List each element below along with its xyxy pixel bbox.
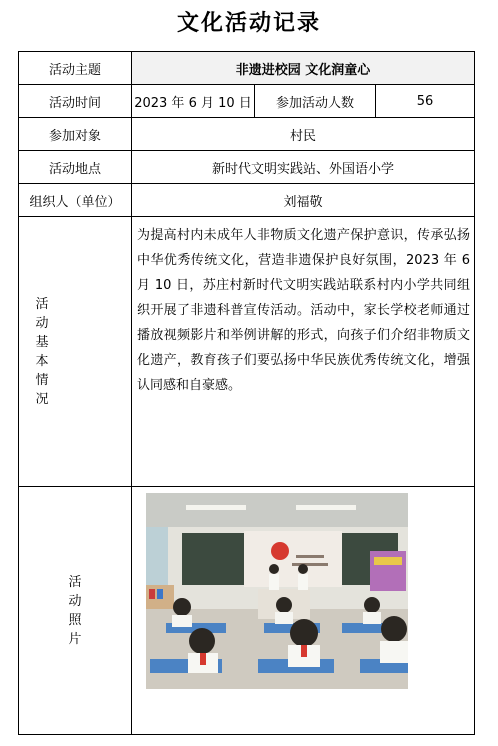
- photos-label-char: 动: [68, 593, 82, 609]
- time-value: 2023 年 6 月 10 日: [132, 85, 255, 118]
- theme-value: 非遗进校园 文化润童心: [132, 52, 475, 85]
- details-label-char: 况: [35, 391, 49, 407]
- organizer-label: 组织人（单位）: [19, 184, 132, 217]
- photos-label-char: 片: [68, 631, 82, 647]
- photos-label: [19, 487, 132, 735]
- photos-label-chars: [19, 573, 131, 649]
- details-label-char: 动: [35, 315, 49, 331]
- time-label: 活动时间: [19, 85, 132, 118]
- location-row: [19, 151, 475, 184]
- details-text: 为提高村内未成年人非物质文化遗产保护意识，传承弘扬中华优秀传统文化，营造非遗保护良好氛围，2023 年 6 月 10 日，苏庄村新时代文明实践站联系村内小学共同组织开展了非遗科普宣传活动。活动中，家长学校老师通过播放视频影片和举例讲解的形式，向孩子们介绍非物质文化遗产，教育孩子们要弘扬中华民族优秀传统文化，增强认同感和自豪感。: [137, 228, 471, 393]
- audience-value: 村民: [132, 118, 475, 151]
- details-label-char: 活: [35, 296, 49, 312]
- audience-label: 参加对象: [19, 118, 132, 151]
- location-value: 新时代文明实践站、外国语小学: [132, 151, 475, 184]
- organizer-value: 刘福敬: [132, 184, 475, 217]
- activity-record-table: [18, 51, 475, 735]
- photos-label-char: 照: [68, 612, 82, 628]
- details-label-chars: [19, 295, 65, 409]
- details-label: [19, 217, 132, 487]
- location-label: 活动地点: [19, 151, 132, 184]
- theme-label: 活动主题: [19, 52, 132, 85]
- photos-row: [19, 487, 475, 735]
- time-row: [19, 85, 475, 118]
- details-label-char: 情: [35, 372, 49, 388]
- participant-count-value: 56: [376, 85, 475, 118]
- organizer-row: [19, 184, 475, 217]
- audience-row: [19, 118, 475, 151]
- theme-row: [19, 52, 475, 85]
- activity-photo: [146, 493, 408, 689]
- participant-count-label: 参加活动人数: [255, 85, 376, 118]
- details-content: [132, 217, 475, 487]
- details-label-char: 基: [35, 334, 49, 350]
- details-row: [19, 217, 475, 487]
- document-title: 文化活动记录: [176, 11, 321, 36]
- photos-label-char: 活: [68, 574, 82, 590]
- details-label-char: 本: [35, 353, 49, 369]
- photos-content: [132, 487, 475, 735]
